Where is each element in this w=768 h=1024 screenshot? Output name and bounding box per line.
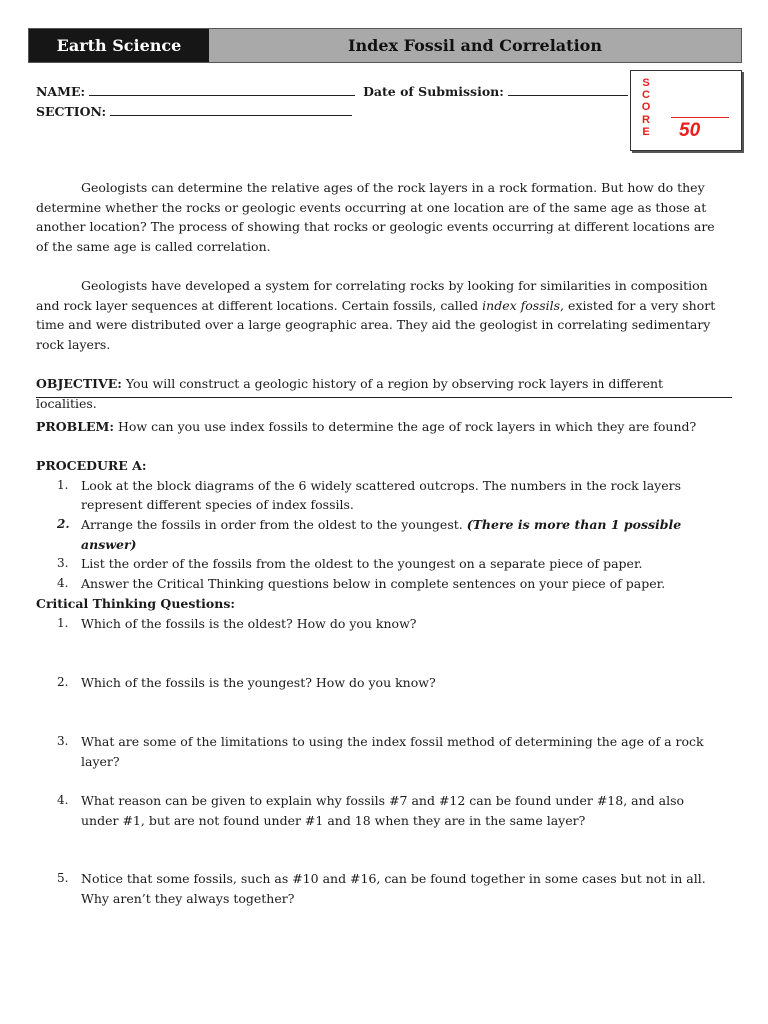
question-list xyxy=(36,673,720,693)
section-divider xyxy=(36,397,732,398)
score-letter: R xyxy=(642,113,650,126)
score-label xyxy=(641,77,651,138)
score-letter: O xyxy=(641,101,651,114)
section-label: SECTION: xyxy=(36,104,107,119)
procedure-step xyxy=(36,515,720,554)
step-number: 4. xyxy=(57,575,69,590)
question-item xyxy=(36,869,720,908)
worksheet-header xyxy=(28,28,742,63)
objective-text: You will construct a geologic history of a region by observing rock layers in different localities. xyxy=(36,375,664,411)
critical-thinking-section xyxy=(36,594,720,633)
question-number: 1. xyxy=(57,615,69,630)
procedure-heading: PROCEDURE A: xyxy=(36,458,147,474)
score-box xyxy=(630,70,742,151)
critical-thinking-q4 xyxy=(36,791,720,830)
section-row xyxy=(36,102,628,122)
question-number: 5. xyxy=(57,871,69,885)
question-number: 3. xyxy=(57,734,69,748)
step-text: Look at the block diagrams of the 6 widely scattered outcrops. The numbers in the rock layers represent different species of index fossils. xyxy=(81,477,682,513)
intro-section xyxy=(36,178,720,413)
problem-procedure-section xyxy=(36,417,720,593)
question-list xyxy=(36,732,720,771)
section-field[interactable] xyxy=(110,102,352,116)
step-text: Arrange the fossils in order from the oldest to the youngest. xyxy=(81,516,467,532)
critical-thinking-q2 xyxy=(36,673,720,693)
question-list xyxy=(36,614,720,634)
intro-paragraph-1: Geologists can determine the relative ages of the rock layers in a rock formation. But how do they determine whether the rocks or geologic events occurring at one location are of the same age as those at another location? The process of showing that rocks or geologic events occurring at different locations are of the same age is called correlation. xyxy=(36,180,715,254)
step-number: 1. xyxy=(57,477,69,492)
step-text: List the order of the fossils from the oldest to the youngest on a separate piece of paper. xyxy=(81,556,643,572)
question-text: Which of the fossils is the youngest? How do you know? xyxy=(81,675,436,690)
intro-paragraph-2 xyxy=(36,276,720,354)
step-number: 3. xyxy=(57,556,69,571)
score-value: 50 xyxy=(679,120,701,141)
worksheet-title: Index Fossil and Correlation xyxy=(209,29,741,62)
question-number: 4. xyxy=(57,793,69,807)
procedure-list xyxy=(36,476,720,594)
name-field[interactable] xyxy=(89,82,355,96)
problem-label: PROBLEM: xyxy=(36,419,115,434)
objective xyxy=(36,374,720,413)
critical-thinking-heading: Critical Thinking Questions: xyxy=(36,596,235,611)
name-label: NAME: xyxy=(36,84,86,99)
question-number: 2. xyxy=(57,675,69,689)
question-list xyxy=(36,791,720,830)
question-item xyxy=(36,673,720,693)
score-letter: C xyxy=(642,89,650,102)
procedure-step xyxy=(36,476,720,515)
intro-paragraph-2-text-b: , existed for a very short time and were distributed over a large geographic area. They aid the geologist in correlating sedimentary rock layers. xyxy=(36,297,716,352)
step-text: Answer the Critical Thinking questions below in complete sentences on your piece of paper. xyxy=(81,575,666,591)
subject-label: Earth Science xyxy=(29,29,209,62)
name-date-row xyxy=(36,82,628,102)
student-info-fields xyxy=(36,82,628,122)
problem-text: How can you use index fossils to determine the age of rock layers in which they are found? xyxy=(114,419,697,434)
question-text: What are some of the limitations to using the index fossil method of determining the age of a rock layer? xyxy=(81,734,704,769)
problem xyxy=(36,417,720,437)
index-fossils-term: index fossils xyxy=(482,297,561,313)
step-note: (There is more than 1 possible answer) xyxy=(81,516,682,552)
critical-thinking-q3 xyxy=(36,732,720,771)
score-line xyxy=(671,117,729,118)
question-text: What reason can be given to explain why fossils #7 and #12 can be found under #18, and also under #1, but are not found under #1 and 18 when they are in the same layer? xyxy=(81,793,685,828)
question-item xyxy=(36,732,720,771)
question-text: Notice that some fossils, such as #10 and #16, can be found together in some cases but not in all. Why aren’t they always together? xyxy=(81,871,706,906)
question-text: Which of the fossils is the oldest? How do you know? xyxy=(81,615,417,631)
intro-paragraph-2-text-a: Geologists have developed a system for correlating rocks by looking for similarities in composition and rock layer sequences at different locations. Certain fossils, called xyxy=(36,277,708,313)
score-letter: E xyxy=(642,125,650,138)
question-item xyxy=(36,791,720,830)
step-number: 2. xyxy=(57,516,70,531)
procedure-step xyxy=(36,574,720,594)
procedure-step xyxy=(36,554,720,574)
question-list xyxy=(36,869,720,908)
question-item xyxy=(36,614,720,634)
date-field[interactable] xyxy=(508,82,628,96)
critical-thinking-q5 xyxy=(36,869,720,908)
score-letter: S xyxy=(642,77,650,89)
date-label: Date of Submission: xyxy=(363,84,504,99)
objective-label: OBJECTIVE: xyxy=(36,375,122,391)
